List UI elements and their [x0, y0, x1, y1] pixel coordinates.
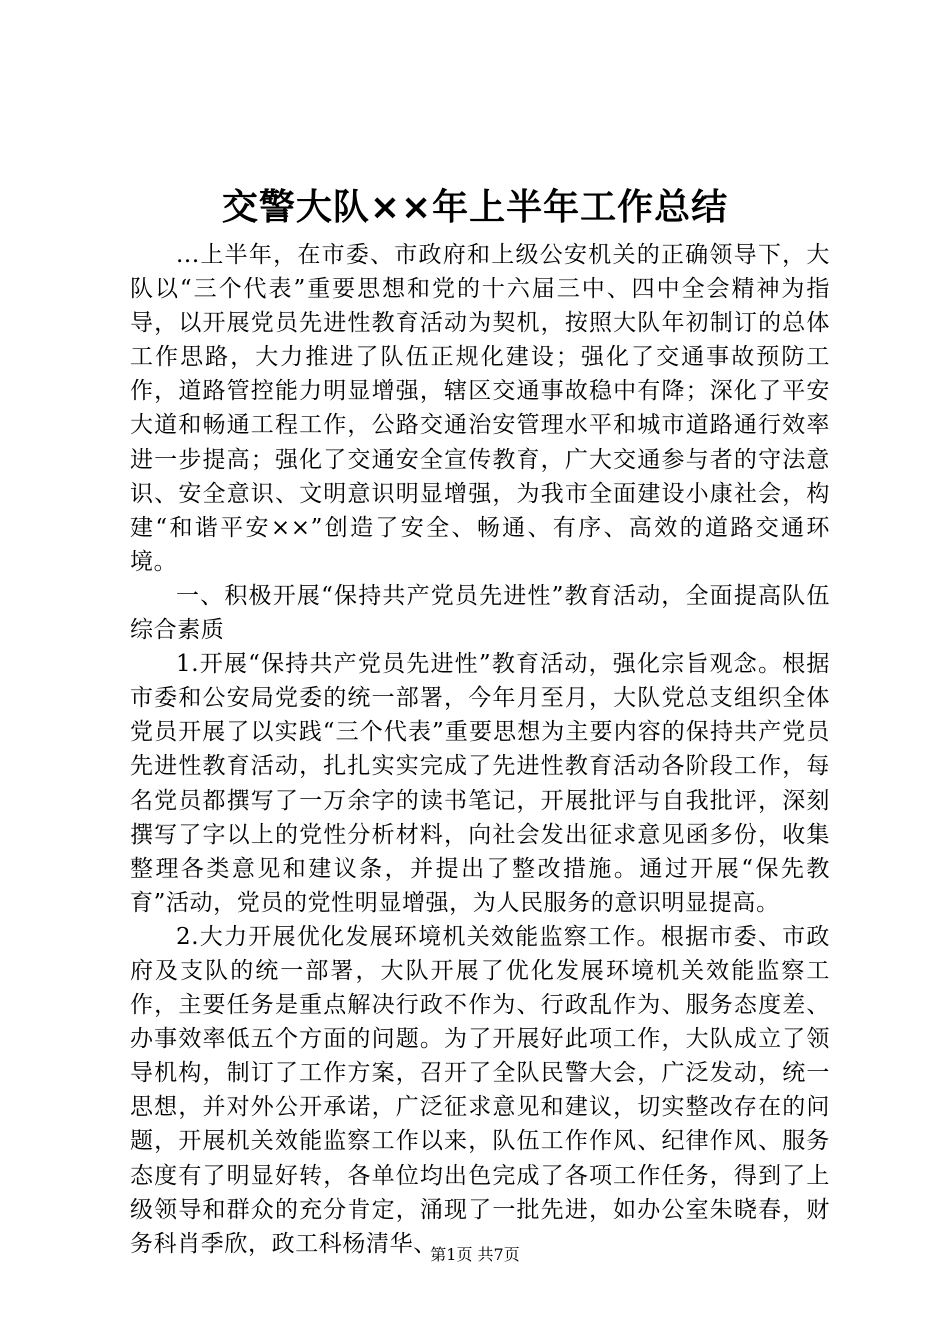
- document-title: 交警大队××年上半年工作总结: [221, 187, 729, 228]
- section-heading-1: 一、积极开展“保持共产党员先进性”教育活动，全面提高队伍综合素质: [130, 582, 830, 644]
- paragraph-item-1: 1.开展“保持共产党员先进性”教育活动，强化宗旨观念。根据市委和公安局党委的统一部署，今年月至月，大队党总支组织全体党员开展了以实践“三个代表”重要思想为主要内容的保持共产党员先进性教育活动，扎扎实实完成了先进性教育活动各阶段工作，每名党员都撰写了一万余字的读书笔记，开展批评与自我批评，深刻撰写了字以上的党性分析材料，向社会发出征求意见函多份，收集整理各类意见和建议条，并提出了整改措施。通过开展“保先教育”活动，党员的党性明显增强，为人民服务的意识明显提高。: [130, 651, 830, 916]
- page-footer: 第1页 共7页: [430, 1245, 520, 1264]
- paragraph-item-2: 2.大力开展优化发展环境机关效能监察工作。根据市委、市政府及支队的统一部署，大队开展了优化发展环境机关效能监察工作，主要任务是重点解决行政不作为、行政乱作为、服务态度差、办事效率低五个方面的问题。为了开展好此项工作，大队成立了领导机构，制订了工作方案，召开了全队民警大会，广泛发动，统一思想，并对外公开承诺，广泛征求意见和建议，切实整改存在的问题，开展机关效能监察工作以来，队伍工作作风、纪律作风、服务态度有了明显好转，各单位均出色完成了各项工作任务，得到了上级领导和群众的充分肯定，涌现了一批先进，如办公室朱晓春，财务科肖季欣，政工科杨清华、: [130, 923, 830, 1257]
- paragraph-intro: ...上半年，在市委、市政府和上级公安机关的正确领导下，大队以“三个代表”重要思想和党的十六届三中、四中全会精神为指导，以开展党员先进性教育活动为契机，按照大队年初制订的总体工作思路，大力推进了队伍正规化建设；强化了交通事故预防工作，道路管控能力明显增强，辖区交通事故稳中有降；深化了平安大道和畅通工程工作，公路交通治安管理水平和城市道路通行效率进一步提高；强化了交通安全宣传教育，广大交通参与者的守法意识、安全意识、文明意识明显增强，为我市全面建设小康社会，构建“和谐平安××”创造了安全、畅通、有序、高效的道路交通环境。: [130, 242, 830, 575]
- document-body: [130, 238, 830, 1261]
